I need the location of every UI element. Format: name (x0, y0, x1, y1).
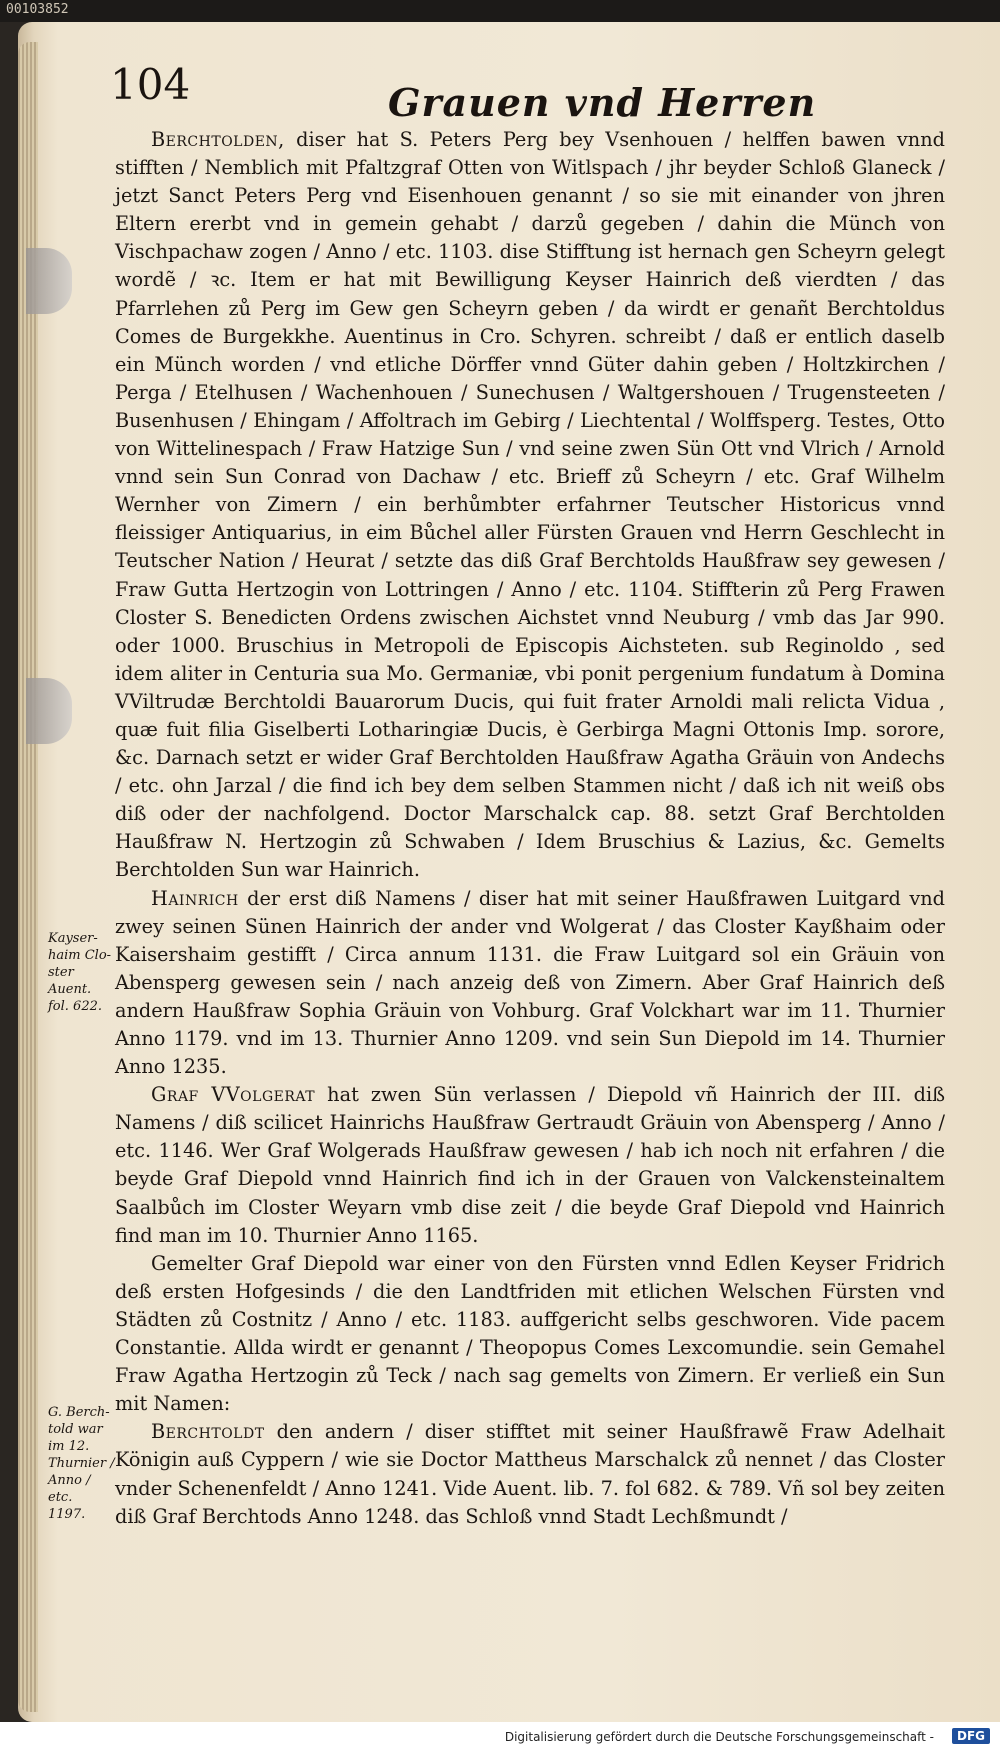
margin-note-line: im 12. (48, 1439, 90, 1454)
paragraph (115, 1418, 945, 1530)
paragraph-lead: Hainrich (151, 886, 239, 910)
paragraph-text: hat zwen Sün verlassen / Diepold vñ Hainrich der III. diß Namens / diß scilicet Hainrichs Haußfraw Gertraudt Gräuin von Abensperg / Anno / etc. 1146. Wer Graf Wolgerads Haußfraw gewesen / hab ich noch nit erfahren / die beyde Graf Diepold vnnd Hainrich find ich in der Grauen von Valckensteinaltem Saalbůch im Closter Weyarn vmb dise zeit / die beyde Graf Diepold vnd Hainrich find man im 10. Thurnier Anno 1165. (115, 1083, 945, 1247)
margin-note-line: G. Berch- (48, 1405, 110, 1420)
margin-note-berchtold (48, 1404, 116, 1523)
paragraph-lead: Berchtoldt (151, 1420, 265, 1444)
page-number: 104 (110, 60, 191, 109)
scan-header-bar (0, 0, 1000, 22)
page-clip-bottom (26, 678, 72, 744)
margin-note-line: ster Auent. (48, 965, 92, 997)
margin-note-line: Thurnier / (48, 1456, 115, 1471)
scan-id: 00103852 (6, 2, 69, 17)
paragraph-text: den andern / diser stifftet mit seiner Haußfrawẽ Fraw Adelhait Königin auß Cyppern / wie sie Doctor Mattheus Marschalck zů nennet / das Closter vnder Schenenfeldt / Anno 1241. Vide Auent. lib. 7. fol 682. & 789. Vñ sol bey zeiten diß Graf Berchtods Anno 1248. das Schloß vnnd Stadt Lechßmundt / (115, 1420, 945, 1528)
paragraph-lead: Graf VVolgerat (151, 1083, 316, 1107)
footer-bar (0, 1722, 1000, 1752)
running-head: Grauen vnd Herren (388, 80, 817, 125)
margin-note-line: fol. 622. (48, 999, 103, 1014)
page-clip-top (26, 248, 72, 314)
paragraph-lead: Berchtolden, (151, 128, 285, 151)
margin-note-line: told war (48, 1422, 103, 1437)
margin-note-line: 1197. (48, 1507, 86, 1522)
dfg-logo: DFG (952, 1728, 990, 1744)
footer-credit: Digitalisierung gefördert durch die Deutsche Forschungsgemeinschaft - (504, 1730, 934, 1744)
margin-note-line: Anno / etc. (48, 1473, 91, 1505)
margin-note-line: Kayser- (48, 931, 98, 946)
paragraph-text: diser hat S. Peters Perg bey Vsenhouen / helffen bawen vnnd stifften / Nemblich mit Pfaltzgraf Otten von Witlspach / jhr beyder Schloß Glaneck / jetzt Sanct Peters Perg vnd Eisenhouen genannt / so sie mit einander von jhren Eltern ererbt vnd in gemein gehabt / darzů gegeben / dahin die Münch von Vischpachaw zogen / Anno / etc. 1103. dise Stifftung ist hernach gen Scheyrn gelegt wordẽ / ꝛc. Item er hat mit Bewilligung Keyser Hainrich deß vierdten / das Pfarrlehen zů Perg im Gew gen Scheyrn geben / da wirdt er genañt Berchtoldus Comes de Burgekkhe. Auentinus in Cro. Schyren. schreibt / daß er entlich daselb ein Münch worden / vnd etliche Dörffer vnnd Güter dahin geben / Holtzkirchen / Perga / Etelhusen / Wachenhouen / Sunechusen / Waltgershouen / Trugensteeten / Busenhusen / Ehingam / Affoltrach im Gebirg / Liechtental / Wolffsperg. Testes, Otto von Wittelinespach / Fraw Hatzige Sun / vnd seine zwen Sün Ott vnd Vlrich / Arnold vnnd sein Sun Conrad von Dachaw / etc. Brieff zů Scheyrn / etc. Graf Wilhelm Wernher von Zimern / ein berhůmbter erfahrner Teutscher Historicus vnnd fleissiger Antiquarius, in eim Bůchel aller Fürsten Grauen vnd Herrn Geschlecht in Teutscher Nation / Heurat / setzte das diß Graf Berchtolds Haußfraw sey gewesen / Fraw Gutta Hertzogin von Lottringen / Anno / etc. 1104. Stiffterin zů Perg Frawen Closter S. Benedicten Ordens zwischen Aichstet vnnd Neuburg / vmb das Jar 990. oder 1000. Bruschius in Metropoli de Episcopis Aichsteten. sub Reginoldo , sed idem aliter in Centuria sua Mo. Germaniæ, vbi ponit pergenium fundatum à Domina VViltrudæ Berchtoldi Bauarorum Ducis, qui fuit frater Arnoldi mali relicta Vidua , quæ fuit filia Giselberti Lotharingiæ Ducis, è Gerbirga Magni Ottonis Imp. sorore, &c. Darnach setzt er wider Graf Berchtolden Haußfraw Agatha Gräuin von Andechs / etc. ohn Jarzal / die find ich bey dem selben Stammen nicht / daß ich nit weiß obs diß oder der nachfolgend. Doctor Marschalck cap. 88. setzt Graf Berchtolden Haußfraw N. Hertzogin zů Schwaben / Idem Bruschius & Lazius, &c. Gemelts Berchtolden Sun war Hainrich. (115, 128, 945, 882)
paragraph-text: der erst diß Namens / diser hat mit seiner Haußfrawen Luitgard vnd zwey seinen Sünen Hainrich der ander vnd Wolgerat / das Closter Kayßhaim oder Kaisershaim gestifft / Circa annum 1131. die Fraw Luitgard sol ein Gräuin von Abensperg gewesen sein / nach anzeig deß von Zimern. Aber Graf Hainrich deß andern Haußfraw Sophia Gräuin von Vohburg. Graf Volckhart war im 11. Thurnier Anno 1179. vnd im 13. Thurnier Anno 1209. vnd sein Sun Diepold im 14. Thurnier Anno 1235. (115, 886, 945, 1079)
margin-note-line: haim Clo- (48, 948, 112, 963)
body-text (115, 126, 945, 1531)
paragraph (115, 126, 945, 885)
margin-note-kayserhaim (48, 930, 116, 1015)
paragraph (115, 1250, 945, 1419)
paragraph (115, 885, 945, 1082)
paragraph (115, 1081, 945, 1250)
paragraph-text: Gemelter Graf Diepold war einer von den Fürsten vnnd Edlen Keyser Fridrich deß ersten Hofgesinds / die den Landtfriden mit etlichen Welschen Fürsten vnd Städten zů Costnitz / Anno / etc. 1183. auffgericht selbs geschworen. Vide pacem Constantie. Allda wirdt er genannt / Theopopus Comes Lexcomundie. sein Gemahel Fraw Agatha Hertzogin zů Teck / nach sag gemelts von Zimern. Er verließ ein Sun mit Namen: (115, 1251, 945, 1416)
